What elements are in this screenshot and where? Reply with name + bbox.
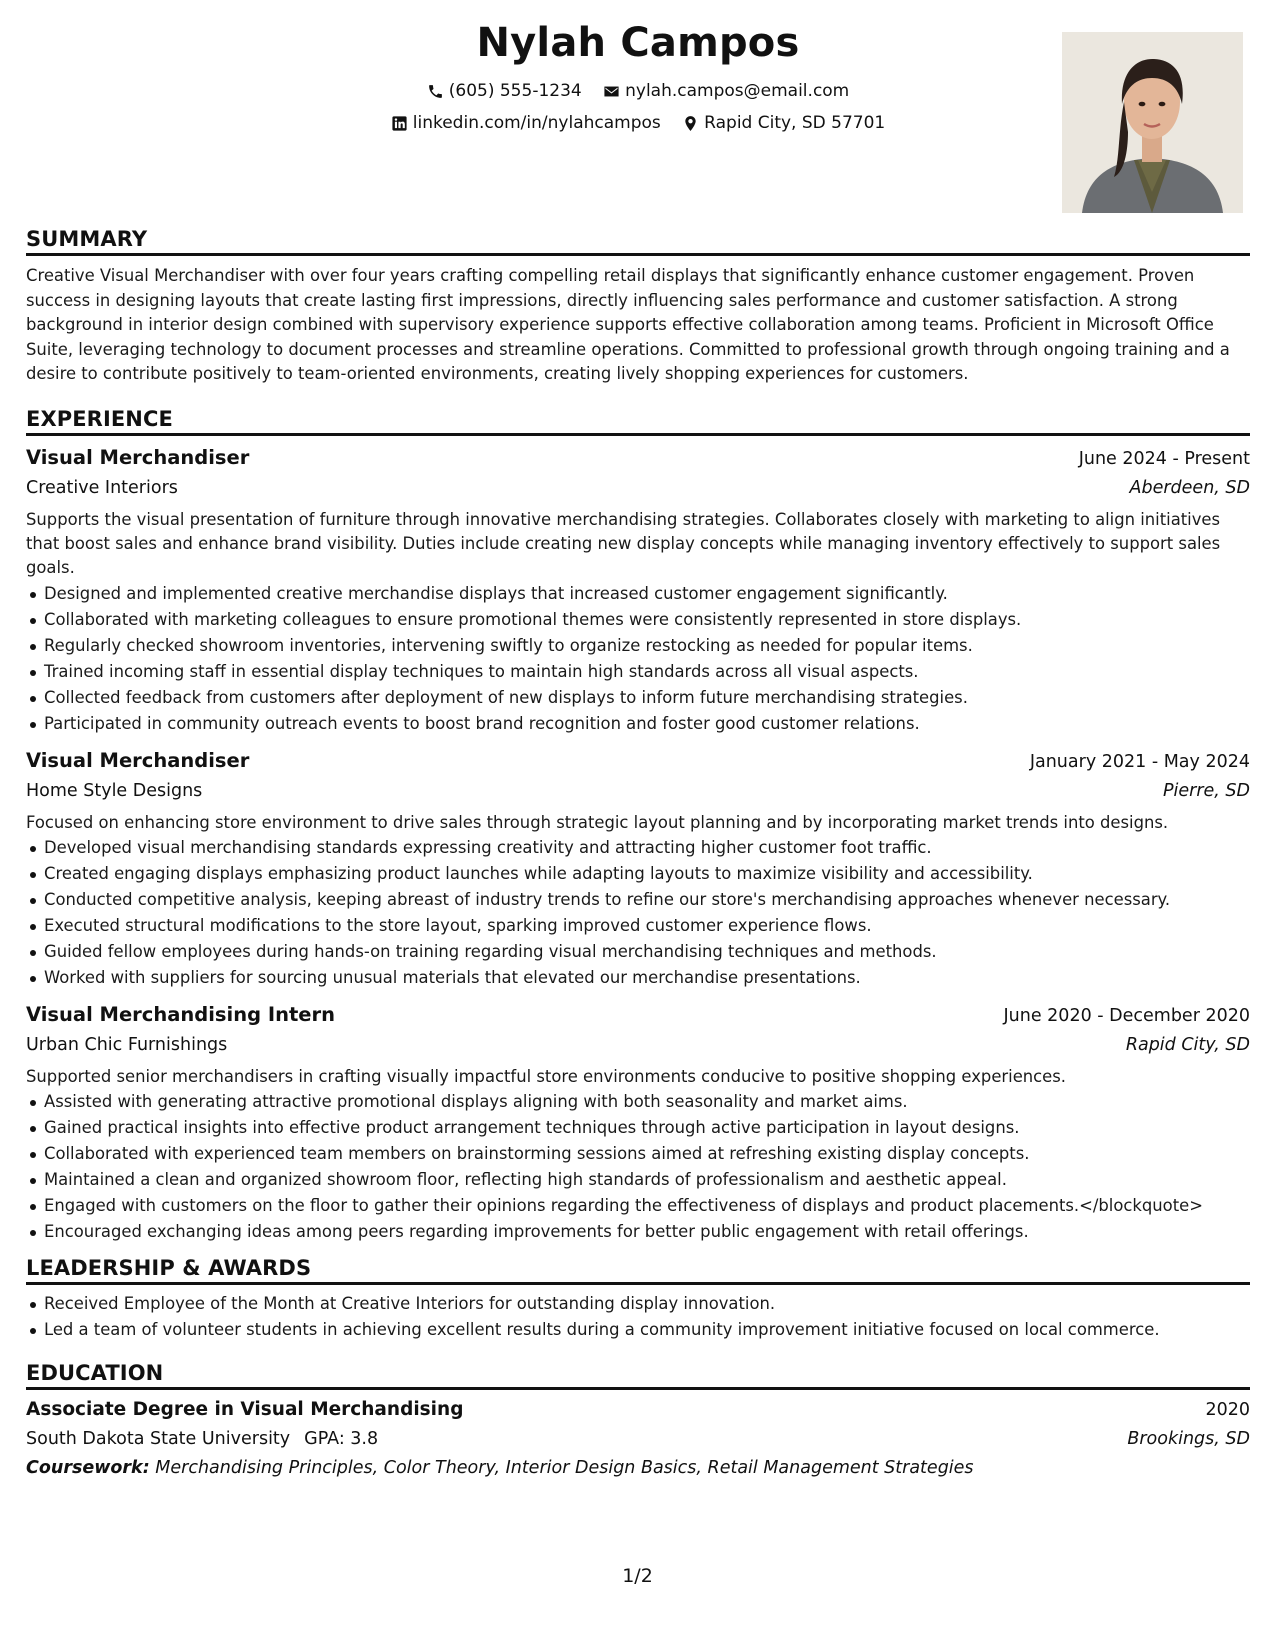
job-dates: June 2020 - December 2020 xyxy=(1003,1005,1250,1026)
education-subheader xyxy=(26,1425,1250,1453)
phone-icon xyxy=(427,83,444,100)
education-header xyxy=(26,1394,1250,1425)
job-entry xyxy=(26,999,1250,1245)
job-entry xyxy=(26,442,1250,737)
bullet-item: Worked with suppliers for sourcing unusual materials that elevated our merchandise presentations. xyxy=(44,965,1250,991)
job-dates: June 2024 - Present xyxy=(1078,449,1250,469)
envelope-icon xyxy=(603,83,620,100)
linkedin-icon xyxy=(391,115,408,132)
section-divider xyxy=(26,1387,1250,1390)
bullet-item: Designed and implemented creative merchandise displays that increased customer engagement significantly. xyxy=(44,581,1250,607)
graduation-year: 2020 xyxy=(1205,1400,1250,1420)
bullet-item: Maintained a clean and organized showroom floor, reflecting high standards of professionalism and aesthetic appeal. xyxy=(44,1167,1250,1193)
job-bullets xyxy=(26,1089,1250,1245)
leadership-section xyxy=(26,1254,1250,1343)
education-heading: EDUCATION xyxy=(26,1361,164,1385)
gpa: GPA: 3.8 xyxy=(304,1429,379,1449)
bullet-item: Led a team of volunteer students in achieving excellent results during a community improvement initiative focused on local commerce. xyxy=(44,1317,1250,1343)
coursework-label: Coursework: xyxy=(26,1458,150,1478)
school-location: Brookings, SD xyxy=(1127,1429,1250,1449)
bullet-item: Regularly checked showroom inventories, intervening swiftly to organize restocking as needed for popular items. xyxy=(44,633,1250,659)
job-description: Focused on enhancing store environment to drive sales through strategic layout planning and by incorporating market trends into designs. xyxy=(26,812,1169,832)
job-subheader xyxy=(26,1030,1250,1061)
job-title: Visual Merchandiser xyxy=(26,748,250,772)
map-pin-icon xyxy=(682,115,699,132)
bullet-item: Trained incoming staff in essential display techniques to maintain high standards across all visual aspects. xyxy=(44,659,1250,685)
candidate-name: Nylah Campos xyxy=(476,20,800,66)
bullet-item: Conducted competitive analysis, keeping abreast of industry trends to refine our store's merchandising approaches whenever necessary. xyxy=(44,887,1250,913)
bullet-item: Encouraged exchanging ideas among peers regarding improvements for better public engagement with retail offerings. xyxy=(44,1219,1250,1245)
job-bullets xyxy=(26,581,1250,737)
job-description: Supported senior merchandisers in crafting visually impactful store environments conducive to positive shopping experiences. xyxy=(26,1066,1067,1086)
company-name: Home Style Designs xyxy=(26,780,203,801)
summary-section xyxy=(26,225,1250,387)
job-description: Supports the visual presentation of furniture through innovative merchandising strategies. Collaborates closely with marketing to align initiatives that boost sales and enhance brand visibility. Duties include creating new display concepts while managing inventory effectively to support sales goals. xyxy=(26,510,1221,578)
school-name: South Dakota State University xyxy=(26,1429,291,1449)
email-contact[interactable] xyxy=(603,81,849,101)
job-location: Rapid City, SD xyxy=(1125,1034,1250,1055)
section-divider xyxy=(26,433,1250,436)
bullet-item: Participated in community outreach events to boost brand recognition and foster good customer relations. xyxy=(44,711,1250,737)
section-divider xyxy=(26,253,1250,256)
bullet-item: Engaged with customers on the floor to gather their opinions regarding the effectiveness of displays and product placements.</blockquote> xyxy=(44,1193,1250,1219)
bullet-item: Gained practical insights into effective product arrangement techniques through active participation in layout designs. xyxy=(44,1115,1250,1141)
resume-header xyxy=(26,20,1250,220)
job-header xyxy=(26,442,1250,473)
experience-heading: EXPERIENCE xyxy=(26,407,173,431)
phone-contact xyxy=(427,81,582,101)
page-number: 1/2 xyxy=(622,1565,653,1587)
location-text: Rapid City, SD 57701 xyxy=(704,113,886,133)
job-title: Visual Merchandiser xyxy=(26,446,250,469)
job-entry xyxy=(26,745,1250,991)
location-contact xyxy=(682,113,885,133)
leadership-heading: LEADERSHIP & AWARDS xyxy=(26,1256,312,1280)
coursework-line xyxy=(26,1453,1250,1483)
phone-number: (605) 555-1234 xyxy=(448,81,582,101)
email-link[interactable]: nylah.campos@email.com xyxy=(625,81,850,101)
bullet-item: Guided fellow employees during hands-on training regarding visual merchandising techniques and methods. xyxy=(44,939,1250,965)
coursework-list: Merchandising Principles, Color Theory, Interior Design Basics, Retail Management Strategies xyxy=(155,1458,974,1478)
experience-section xyxy=(26,405,1250,1245)
job-bullets xyxy=(26,835,1250,991)
resume-page xyxy=(26,0,1250,1650)
job-location: Pierre, SD xyxy=(1162,780,1250,801)
linkedin-link[interactable]: linkedin.com/in/nylahcampos xyxy=(412,113,661,133)
company-name: Creative Interiors xyxy=(26,478,178,498)
bullet-item: Developed visual merchandising standards expressing creativity and attracting higher customer foot traffic. xyxy=(44,835,1250,861)
profile-photo xyxy=(1062,32,1243,213)
job-subheader xyxy=(26,473,1250,504)
job-location: Aberdeen, SD xyxy=(1129,478,1250,498)
bullet-item: Assisted with generating attractive promotional displays aligning with both seasonality and market aims. xyxy=(44,1089,1250,1115)
bullet-item: Executed structural modifications to the store layout, sparking improved customer experience flows. xyxy=(44,913,1250,939)
leadership-bullets xyxy=(26,1291,1250,1343)
degree-title: Associate Degree in Visual Merchandising xyxy=(26,1399,464,1420)
job-title: Visual Merchandising Intern xyxy=(26,1002,336,1026)
bullet-item: Collaborated with marketing colleagues to ensure promotional themes were consistently represented in store displays. xyxy=(44,607,1250,633)
job-dates: January 2021 - May 2024 xyxy=(1029,751,1250,772)
job-header xyxy=(26,745,1250,776)
section-divider xyxy=(26,1282,1250,1285)
school-line xyxy=(26,1425,378,1453)
job-header xyxy=(26,999,1250,1030)
summary-text: Creative Visual Merchandiser with over four years crafting compelling retail displays that significantly enhance customer engagement. Proven success in designing layouts that create lasting first impressions, directly influencing sales performance and customer satisfaction. A strong background in interior design combined with supervisory experience supports effective collaboration among teams. Proficient in Microsoft Office Suite, leveraging technology to document processes and streamline operations. Committed to professional growth through ongoing training and a desire to contribute positively to team-oriented environments, creating lively shopping experiences for customers. xyxy=(26,266,1230,383)
bullet-item: Created engaging displays emphasizing product launches while adapting layouts to maximize visibility and accessibility. xyxy=(44,861,1250,887)
education-section xyxy=(26,1359,1250,1483)
bullet-item: Received Employee of the Month at Creative Interiors for outstanding display innovation. xyxy=(44,1291,1250,1317)
summary-heading: SUMMARY xyxy=(26,227,148,251)
bullet-item: Collected feedback from customers after deployment of new displays to inform future merchandising strategies. xyxy=(44,685,1250,711)
bullet-item: Collaborated with experienced team members on brainstorming sessions aimed at refreshing existing display concepts. xyxy=(44,1141,1250,1167)
company-name: Urban Chic Furnishings xyxy=(26,1034,228,1055)
linkedin-contact[interactable] xyxy=(391,113,661,133)
job-subheader xyxy=(26,776,1250,807)
